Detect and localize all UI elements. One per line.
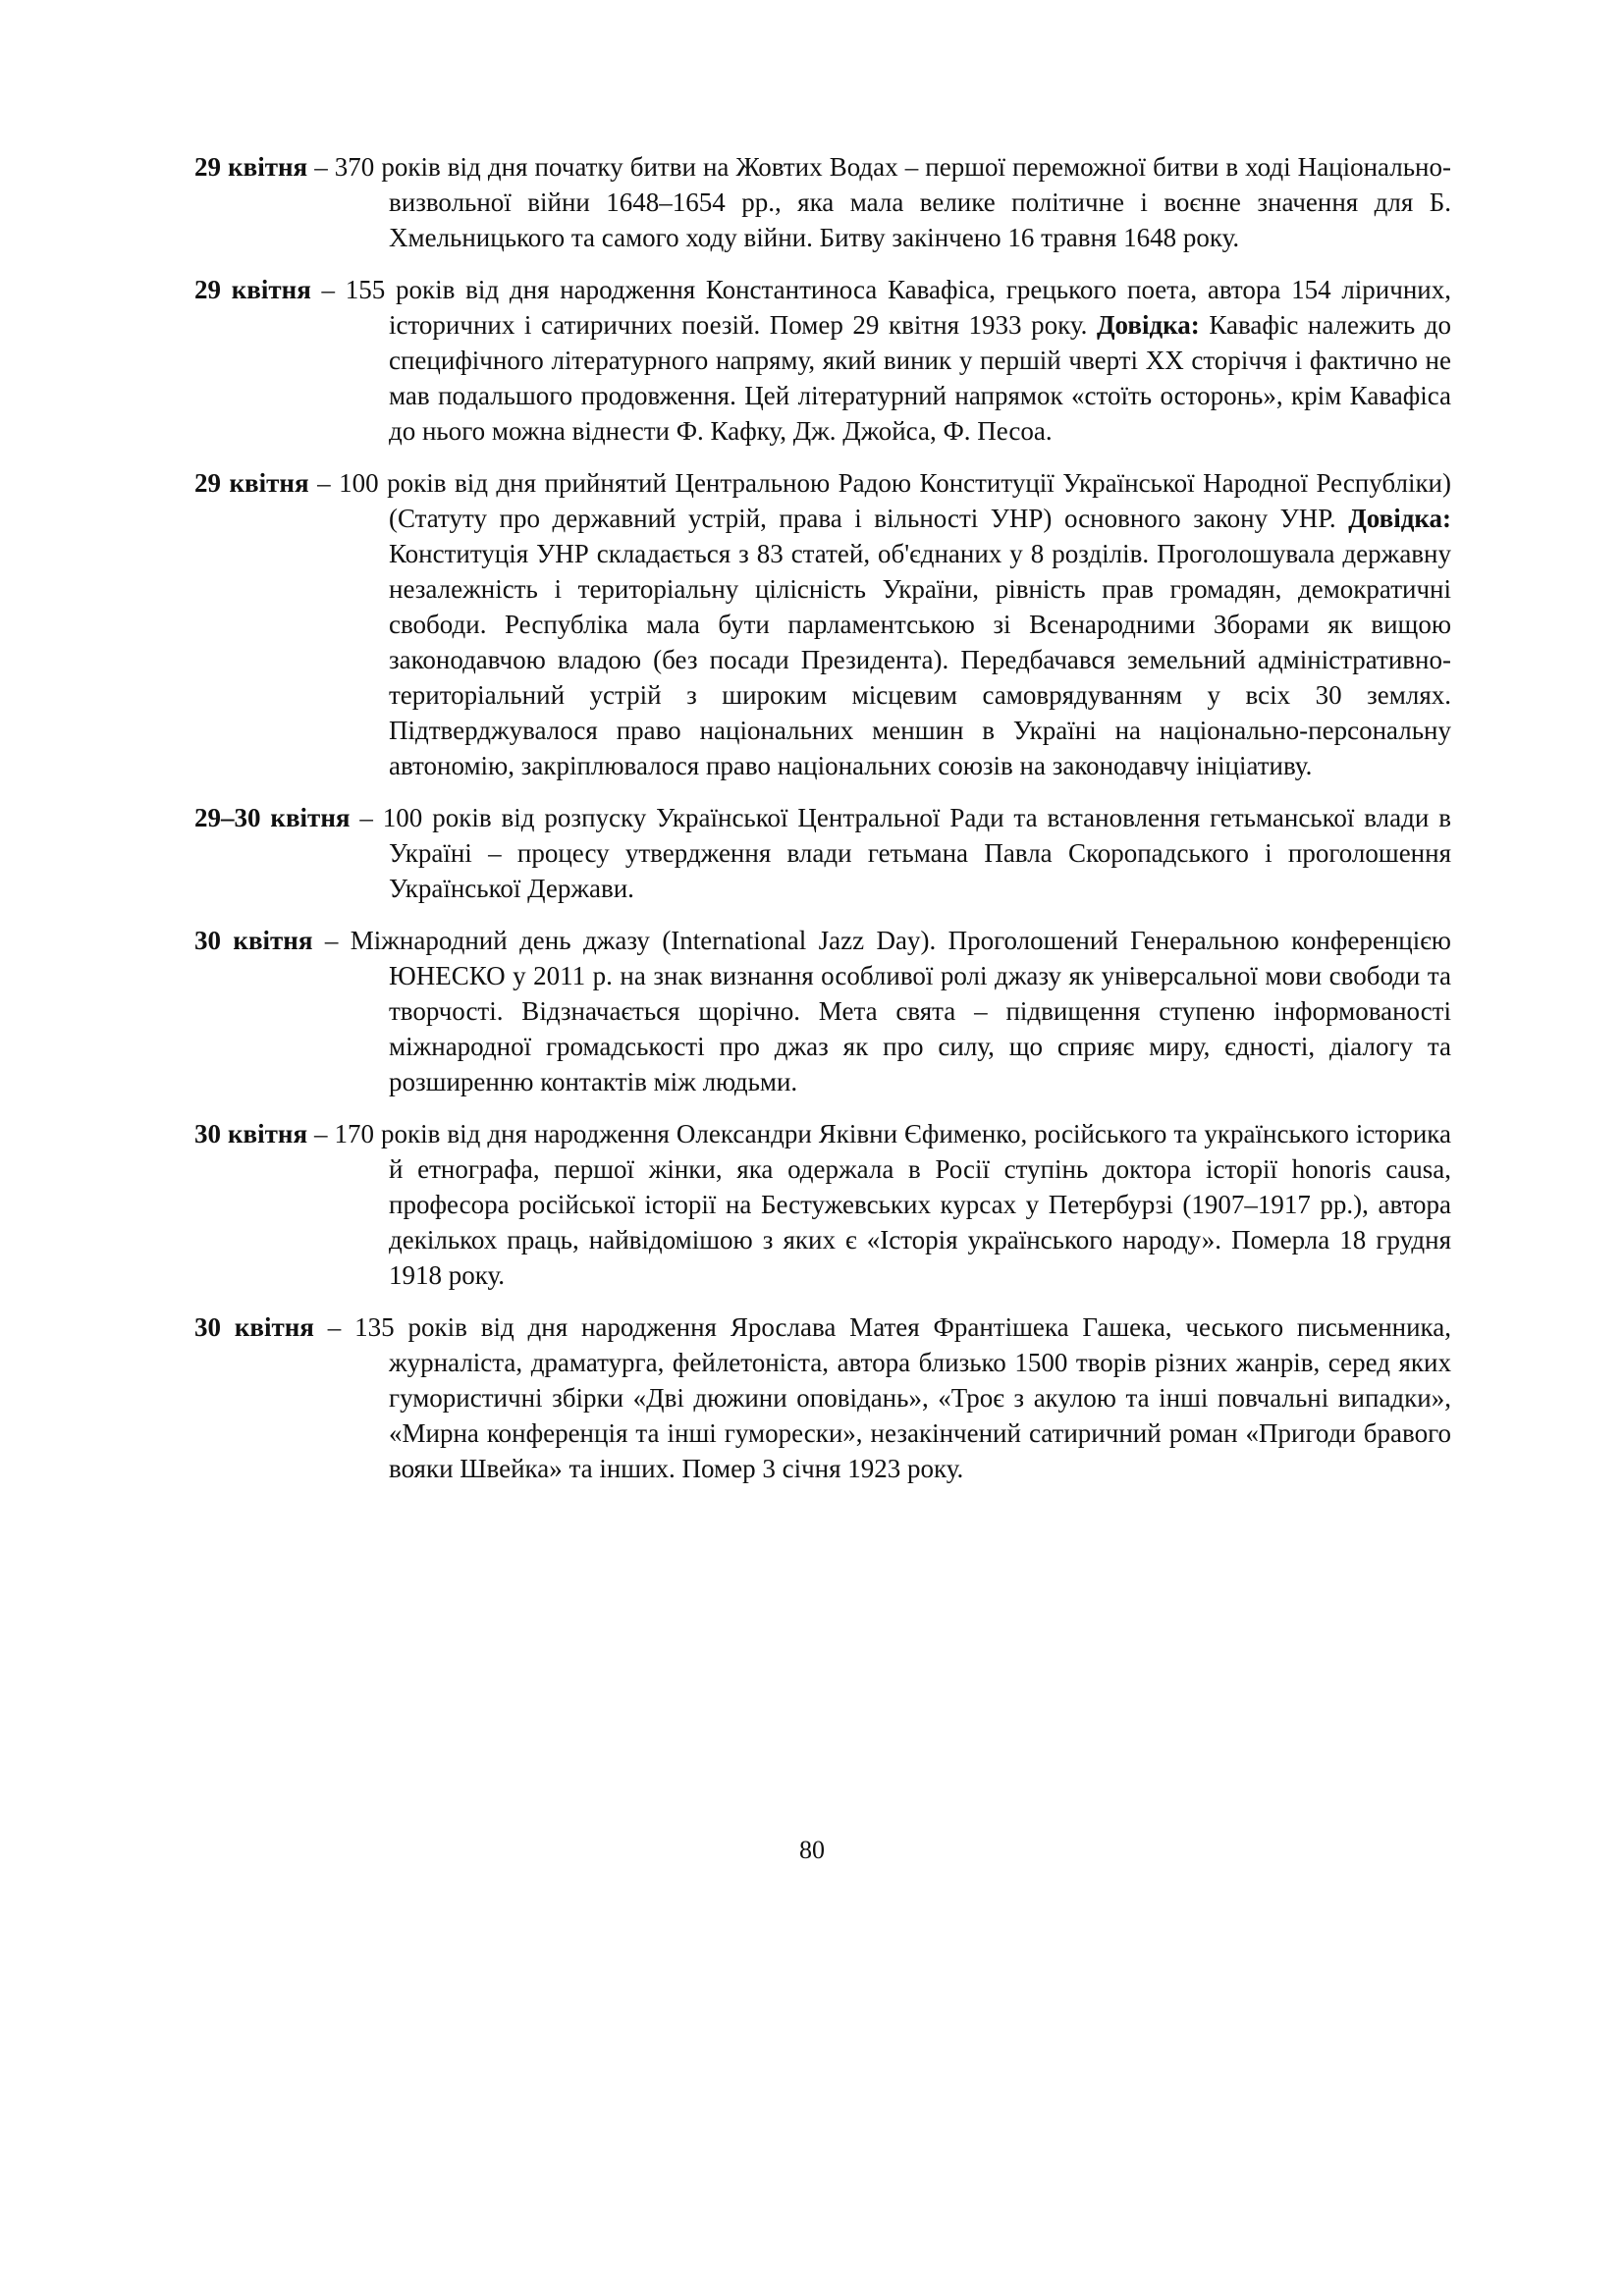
entry-date: 30 квітня bbox=[194, 1119, 308, 1148]
entry-date: 29–30 квітня bbox=[194, 803, 351, 832]
entry-text: – Міжнародний день джазу (International Jazz Day). Проголошений Генеральною конференцією ЮНЕСКО у 2011 р. на знак визнання особливої ролі джазу як універсальної мови свободи та творчості. Відзначається щорічно. Мета свята – підвищення ступеню інформованості міжнародної громадськості про джаз як про силу, що сприяє миру, єдності, діалогу та розширенню контактів між людьми. bbox=[312, 926, 1451, 1096]
calendar-entry bbox=[194, 465, 1451, 783]
entry-text: – 135 років від дня народження Ярослава Матея Франтішека Гашека, чеського письменника, журналіста, драматурга, фейлетоніста, автора близько 1500 творів різних жанрів, серед яких гумористичні збірки «Дві дюжини оповідань», «Троє з акулою та інші повчальні випадки», «Мирна конференція та інші гуморески», незакінчений сатиричний роман «Пригоди бравого вояки Швейка» та інших. Помер 3 січня 1923 року. bbox=[313, 1312, 1451, 1483]
entry-note-label: Довідка: bbox=[1096, 310, 1200, 340]
entry-note-text: Конституція УНР складається з 83 статей, об'єднаних у 8 розділів. Проголошувала державну незалежність і територіальну цілісність України, рівність прав громадян, демократичні свободи. Республіка мала бути парламентською зі Всенародними Зборами як вищою законодавчою владою (без посади Президента). Передбачався земельний адміністративно-територіальний устрій з широким місцевим самоврядуванням у всіх 30 землях. Підтверджувалося право національних меншин в Україні на національно-персональну автономію, закріплювалося право національних союзів на законодавчу ініціативу. bbox=[389, 539, 1451, 780]
calendar-entry bbox=[194, 272, 1451, 449]
entry-note-text: Кавафіс належить до специфічного літературного напряму, який виник у першій чверті XX сторіччя і фактично не мав подальшого продовження. Цей літературний напрямок «стоїть осторонь», крім Кавафіса до нього можна віднести Ф. Кафку, Дж. Джойса, Ф. Песоа. bbox=[389, 310, 1452, 446]
entry-date: 29 квітня bbox=[194, 152, 308, 182]
calendar-entry bbox=[194, 800, 1451, 906]
calendar-entry bbox=[194, 149, 1451, 255]
calendar-entry bbox=[194, 1116, 1451, 1293]
entry-date: 29 квітня bbox=[194, 468, 309, 498]
entry-text: – 100 років від розпуску Української Центральної Ради та встановлення гетьманської влади в Україні – процесу утвердження влади гетьмана Павла Скоропадського і проголошення Української Держави. bbox=[350, 803, 1451, 903]
page-number: 80 bbox=[799, 1836, 825, 1864]
entry-text: – 155 років від дня народження Константиноса Кавафіса, грецького поета, автора 154 ліричних, історичних і сатиричних поезій. Помер 29 квітня 1933 року. bbox=[310, 275, 1451, 340]
entry-date: 30 квітня bbox=[194, 1312, 314, 1342]
entry-date: 29 квітня bbox=[194, 275, 311, 304]
entry-date: 30 квітня bbox=[194, 926, 313, 955]
entry-text: – 370 років від дня початку битви на Жовтих Водах – першої переможної битви в ході Національно-визвольної війни 1648–1654 рр., яка мала велике політичне і воєнне значення для Б. Хмельницького та самого ходу війни. Битву закінчено 16 травня 1648 року. bbox=[307, 152, 1451, 252]
page-content bbox=[194, 149, 1451, 1503]
entry-note-label: Довідка: bbox=[1348, 504, 1451, 533]
entry-text: – 170 років від дня народження Олександри Яківни Єфименко, російського та українського історика й етнографа, першої жінки, яка одержала в Росії ступінь доктора історії honoris causa, професора російської історії на Бестужевських курсах у Петербурзі (1907–1917 рр.), автора декількох праць, найвідомішою з яких є «Історія українського народу». Померла 18 грудня 1918 року. bbox=[307, 1119, 1451, 1290]
calendar-entry bbox=[194, 1309, 1451, 1486]
entry-text: – 100 років від дня прийнятий Центральною Радою Конституції Української Народної Республіки) (Статуту про державний устрій, права і вільності УНР) основного закону УНР. bbox=[308, 468, 1452, 533]
calendar-entry bbox=[194, 923, 1451, 1099]
